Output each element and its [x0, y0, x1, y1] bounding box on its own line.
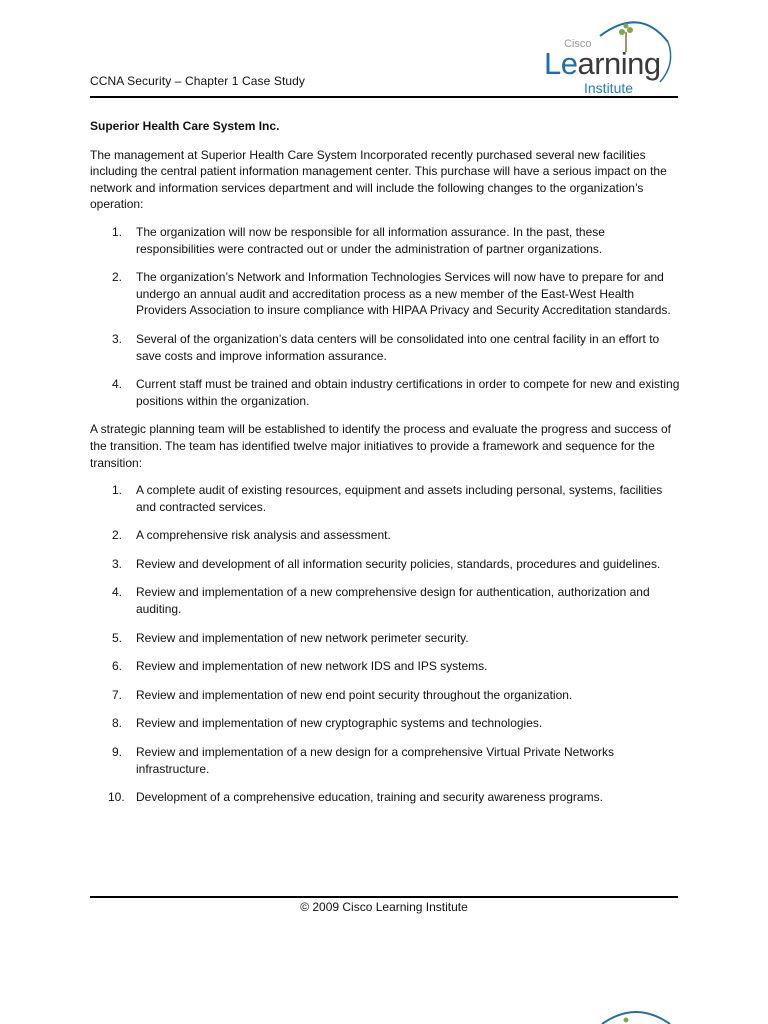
list-item: 3. Several of the organization’s data centers will be consolidated into one central facility in an effort to save costs and improve information assurance.	[112, 331, 660, 363]
list-item: 8. Review and implementation of new cryptographic systems and technologies.	[112, 716, 543, 731]
copyright-footer: © 2009 Cisco Learning Institute	[300, 900, 468, 914]
page-header-title: CCNA Security – Chapter 1 Case Study	[90, 74, 306, 88]
list-item: 2. The organization’s Network and Information Technologies Services will now have to prepare for and undergo an annual audit and accreditation process as a new member of the East-West Health Providers Association to insure compliance with HIPAA Privacy and Security Accreditation standards.	[112, 270, 671, 318]
list-item: 4. Review and implementation of a new comprehensive design for authentication, authorization and auditing.	[112, 585, 650, 617]
next-page-logo-arc-icon	[596, 1004, 676, 1024]
list-item: 1. A complete audit of existing resources, equipment and assets including personal, systems, facilities and contracted services.	[112, 483, 663, 514]
logo-institute-text: Institute	[584, 80, 634, 96]
document-body	[90, 118, 680, 818]
list-item: 10. Development of a comprehensive education, training and security awareness programs.	[108, 790, 603, 805]
list-item: 5. Review and implementation of new network perimeter security.	[112, 630, 469, 645]
initiatives-list	[90, 482, 680, 806]
list-item: 9. Review and implementation of a new design for a comprehensive Virtual Private Networks infrastructure.	[112, 745, 615, 776]
list-item: 1. The organization will now be responsible for all information assurance. In the past, these responsibilities were contracted out or under the administration of partner organizations.	[112, 224, 605, 256]
cisco-learning-institute-logo	[540, 12, 680, 96]
changes-list	[90, 224, 680, 409]
list-item: 6. Review and implementation of new network IDS and IPS systems.	[112, 659, 488, 674]
logo-learning-text: Learning	[544, 46, 661, 81]
list-item: 4. Current staff must be trained and obtain industry certifications in order to compete for new and existing positions within the organization.	[112, 377, 680, 408]
header-divider	[90, 96, 678, 98]
footer-divider	[90, 896, 678, 898]
list-item: 2. A comprehensive risk analysis and assessment.	[112, 528, 391, 543]
intro-paragraph: The management at Superior Health Care System Incorporated recently purchased several new facilities including the central patient information management center. This purchase will have a serious impact on the network and information services department and will include the following changes to the organization’s operation:	[90, 147, 667, 212]
logo-cisco-text: Cisco	[564, 38, 592, 50]
list-item: 3. Review and development of all information security policies, standards, procedures and guidelines.	[112, 556, 661, 571]
list-item: 7. Review and implementation of new end point security throughout the organization.	[112, 687, 573, 702]
document-heading: Superior Health Care System Inc.	[90, 119, 280, 133]
planning-paragraph: A strategic planning team will be established to identify the process and evaluate the progress and success of the transition. The team has identified twelve major initiatives to provide a framework and sequence for the transition:	[90, 422, 672, 470]
